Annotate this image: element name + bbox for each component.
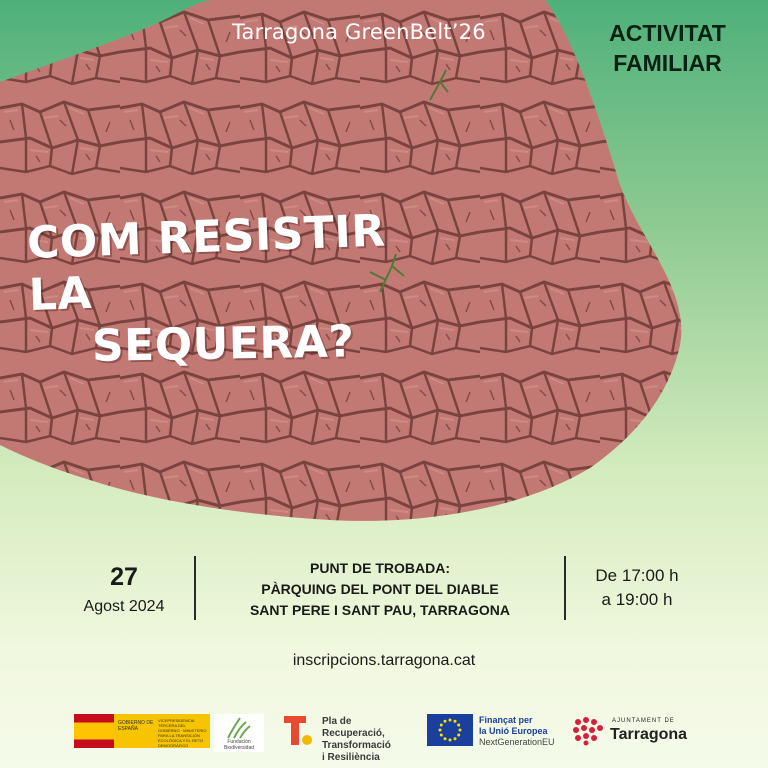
gov-text-1: GOBIERNO DE ESPAÑA [118,720,154,732]
eu-line2: la Unió Europea [479,726,548,736]
gobierno-espana-logo [74,714,210,748]
grass-icon [226,716,252,740]
event-day: 27 [110,563,138,591]
time-end: a 19:00 h [601,590,673,609]
meeting-line2: SANT PERE I SANT PAU, TARRAGONA [249,602,511,618]
fb-name: Fundación Biodiversidad [223,739,255,751]
registration-website[interactable]: inscripcions.tarragona.cat [292,652,476,669]
meeting-point [215,558,545,621]
eu-flag-icon [427,714,473,746]
meeting-label: PUNT DE TROBADA: [310,560,450,576]
eu-funding-logo [427,714,567,748]
headline-line2: SEQUERA? [91,316,355,372]
ajuntament-tarragona-logo [572,714,702,748]
event-info-row [0,556,768,626]
event-month-year: Agost 2024 [83,598,165,615]
fundacion-biodiversidad-logo [214,714,264,752]
eu-line3: NextGenerationEU [479,737,555,747]
sponsor-logos [0,706,768,763]
activity-type-tag [585,18,750,78]
meeting-line1: PÀRQUING DEL PONT DEL DIABLE [261,581,499,597]
divider-right [564,556,566,620]
tarragona-emblem-icon [572,716,604,746]
headline-line1: COM RESISTIR LA [26,205,387,321]
tgn-big-text: Tarragona [610,726,688,743]
prtr-mark-icon [282,714,316,748]
activity-tag-line1: ACTIVITAT [609,20,726,46]
event-time [582,564,692,612]
spain-flag-icon [74,714,114,748]
prtr-line1: Pla de Recuperació, [322,716,385,739]
prtr-logo [282,712,402,763]
eu-line1: Finançat per [479,715,533,725]
gov-text-2: VICEPRESIDENCIA TERCERA DEL GOBIERNO · MINISTERIO PARA LA TRANSICIÓN ECOLÓGICA Y EL RETO DEMOGRÁFICO [158,718,207,748]
prtr-text [322,716,402,764]
prtr-line2: Transformació [322,740,391,751]
brand-title: Tarragona GreenBelt’26 [232,20,486,44]
tgn-small-text: AJUNTAMENT DE [612,718,675,724]
eu-text [479,715,555,748]
prtr-line3: i Resiliència [322,752,380,763]
divider-left [194,556,196,620]
activity-tag-line2: FAMILIAR [613,50,722,76]
event-date [62,562,186,618]
time-start: De 17:00 h [595,566,679,585]
event-headline [26,205,408,374]
